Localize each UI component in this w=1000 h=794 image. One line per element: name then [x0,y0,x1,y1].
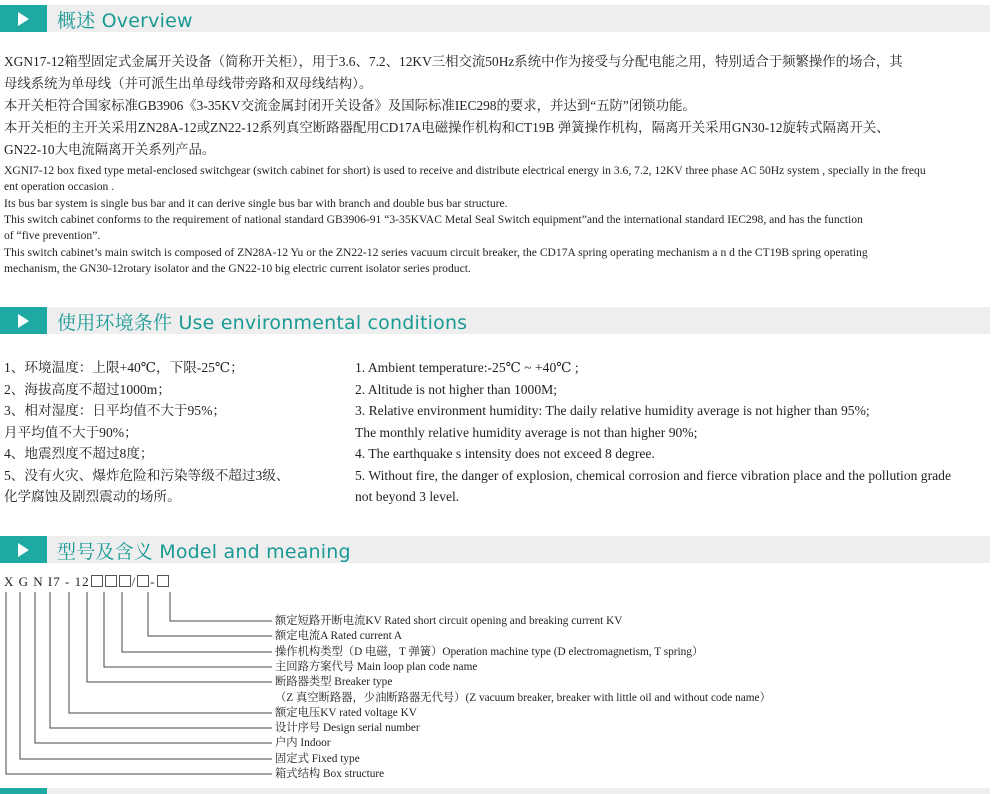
env-en-item: 1. Ambient temperature:-25℃ ~ +40℃ ; [355,360,579,375]
env-zh-item: 月平均值不大于90%； [4,424,138,440]
play-arrow-icon [18,12,29,26]
env-en-item: The monthly relative humidity average is not than higher 90%; [355,424,698,440]
env-zh-item: 3、相对湿度：日平均值不大于95%； [4,403,227,418]
code-dash: - [150,574,156,589]
legend-item: （Z 真空断路器，少油断路器无代号）(Z vacuum breaker, breaker with little oil and without code name） [275,692,771,704]
model-diagram-lines [0,590,280,790]
env-en-item: 3. Relative environment humidity: The daily relative humidity average is not higher than 95%; [355,403,870,418]
overview-en-1b: ent operation occasion . [4,180,115,193]
play-arrow-icon [18,543,29,557]
overview-en-4a: This switch cabinet’s main switch is composed of ZN28A-12 Yu or the ZN22-12 series vacuum circuit breaker, the CD17A spring operating mechanism a n d the CT19B spring operating [4,246,868,259]
overview-en-3a: This switch cabinet conforms to the requirement of national standard GB3906-91 “3-35KVAC Metal Seal Switch equipment”and the international standard IEC298, and has the function [4,213,863,226]
overview-zh-2: 本开关柜符合国家标准GB3906《3-35KV交流金属封闭开关设备》及国际标准IEC298的要求，并达到“五防”闭锁功能。 [4,98,696,113]
legend-item: 额定短路开断电流KV Rated short circuit opening and breaking current KV [275,615,623,627]
legend-item: 额定电压KV rated voltage KV [275,707,417,719]
code-slash: / [131,574,137,589]
section-tab [0,536,47,563]
overview-en-1a: XGNI7-12 box fixed type metal-enclosed switchgear (switch cabinet for short) is used to receive and distribute electrical energy in 3.6, 7.2, 12KV three phase AC 50Hz system , specially in the frequ [4,164,926,177]
model-code [4,574,170,590]
overview-zh-1a: XGN17-12箱型固定式金属开关设备（简称开关柜），用于3.6、7.2、12KV三相交流50Hz系统中作为接受与分配电能之用，特别适合于频繁操作的场合，其 [4,54,903,69]
env-zh-item: 2、海拔高度不超过1000m； [4,381,171,397]
model-title: 型号及含义 Model and meaning [57,541,351,563]
legend-item: 固定式 Fixed type [275,753,360,765]
env-en-item: not beyond 3 level. [355,489,460,504]
model-code-prefix: X G N I7 - 12 [4,574,90,589]
next-section-header [0,788,990,794]
overview-en-3b: of “five prevention”. [4,229,101,242]
section-tab [0,5,47,32]
play-arrow-icon [18,314,29,328]
env-title: 使用环境条件 Use environmental conditions [57,312,468,334]
env-en-item: 2. Altitude is not higher than 1000M; [355,381,558,397]
overview-en-4b: mechanism, the GN30-12rotary isolator and the GN22-10 big electric current isolator series product. [4,262,471,275]
overview-zh-3a: 本开关柜的主开关采用ZN28A-12或ZN22-12系列真空断路器配用CD17A电磁操作机构和CT19B 弹簧操作机构，隔离开关采用GN30-12旋转式隔离开关、 [4,120,890,135]
code-box [157,575,169,587]
legend-item: 断路器类型 Breaker type [275,676,393,688]
legend-item: 主回路方案代号 Main loop plan code name [275,661,478,673]
env-zh-item: 4、地震烈度不超过8度； [4,446,154,461]
env-zh-item: 5、没有火灾、爆炸危险和污染等级不超过3级、 [4,467,290,483]
code-box [137,575,149,587]
legend-item: 箱式结构 Box structure [275,768,385,780]
legend-item: 户内 Indoor [275,737,331,749]
code-box [91,575,103,587]
model-header [0,536,990,563]
section-tab [0,788,47,794]
env-zh-item: 1、环境温度：上限+40℃，下限-25℃； [4,360,244,375]
overview-zh-1b: 母线系统为单母线（并可派生出单母线带旁路和双母线结构）。 [4,76,373,91]
env-en-item: 4. The earthquake s intensity does not exceed 8 degree. [355,446,655,461]
legend-item: 操作机构类型（D 电磁，T 弹簧）Operation machine type (D electromagnetism, T spring） [275,646,704,658]
overview-header [0,5,990,32]
overview-zh-3b: GN22-10大电流隔离开关系列产品。 [4,142,216,157]
overview-title: 概述 Overview [57,10,193,32]
env-header [0,307,990,334]
overview-en-2: Its bus bar system is single bus bar and it can derive single bus bar with branch and double bus bar structure. [4,197,508,210]
legend-item: 额定电流A Rated current A [275,630,403,642]
code-box [105,575,117,587]
env-en-list [355,357,951,508]
section-tab [0,307,47,334]
env-zh-list [4,357,289,508]
env-zh-item: 化学腐蚀及剧烈震动的场所。 [4,489,181,504]
code-box [119,575,131,587]
legend-item: 设计序号 Design serial number [275,722,420,734]
env-en-item: 5. Without fire, the danger of explosion, chemical corrosion and fierce vibration place and the pollution grade [355,467,951,483]
